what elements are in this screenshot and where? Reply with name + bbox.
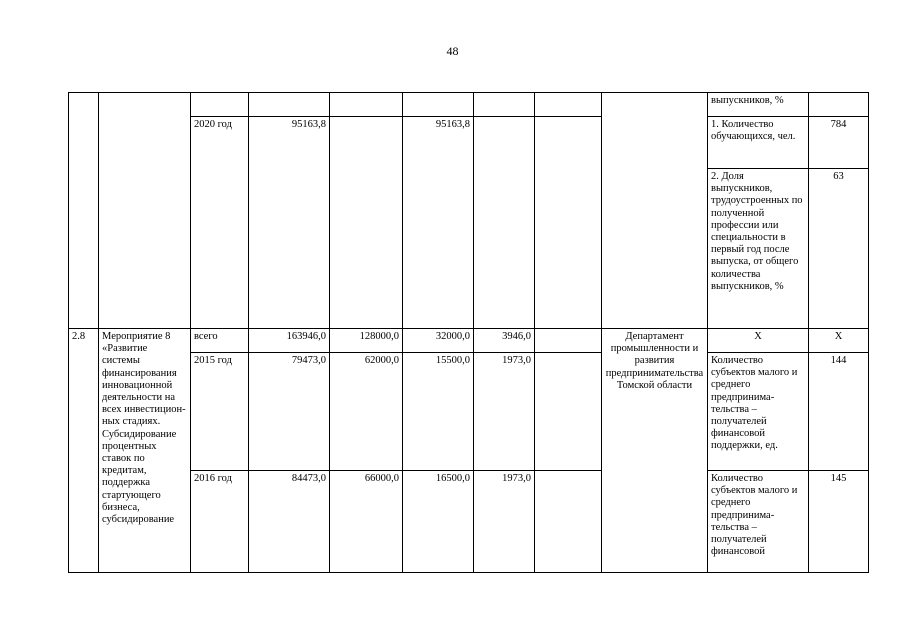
cell-value: 63 bbox=[809, 169, 869, 329]
cell-indicator: 2. Доля выпускников, трудоустроенных по полученной профессии или специальности в первый год после выпуска, от общего количества выпускников, % bbox=[708, 169, 809, 329]
cell-indicator: выпускников, % bbox=[708, 93, 809, 117]
cell-year bbox=[191, 93, 249, 117]
cell-value: Х bbox=[809, 329, 869, 353]
cell-activity: Мероприятие 8 «Развитие системы финансирования инновационной деятельности на всех инвестицион-ных стадиях. Субсидирование процентных ставок по кредитам, поддержка стартующего бизнеса, субсидирование bbox=[99, 329, 191, 573]
cell-executor bbox=[602, 93, 708, 329]
cell-year: 2016 год bbox=[191, 471, 249, 573]
cell-federal bbox=[330, 93, 403, 117]
cell-total: 163946,0 bbox=[249, 329, 330, 353]
cell-total: 95163,8 bbox=[249, 117, 330, 329]
cell-other bbox=[535, 353, 602, 471]
cell-total: 79473,0 bbox=[249, 353, 330, 471]
cell-indicator: 1. Количество обучающихся, чел. bbox=[708, 117, 809, 169]
cell-local: 1973,0 bbox=[474, 353, 535, 471]
cell-local: 1973,0 bbox=[474, 471, 535, 573]
cell-regional: 15500,0 bbox=[403, 353, 474, 471]
cell-other bbox=[535, 117, 602, 329]
cell-other bbox=[535, 93, 602, 117]
cell-other bbox=[535, 471, 602, 573]
cell-executor: Департамент промышленности и развития предпринимательства Томской области bbox=[602, 329, 708, 573]
cell-value: 144 bbox=[809, 353, 869, 471]
cell-num bbox=[69, 93, 99, 329]
page-number: 48 bbox=[446, 44, 459, 58]
cell-regional bbox=[403, 93, 474, 117]
cell-regional: 95163,8 bbox=[403, 117, 474, 329]
cell-num: 2.8 bbox=[69, 329, 99, 573]
cell-other bbox=[535, 329, 602, 353]
cell-total bbox=[249, 93, 330, 117]
table-row bbox=[69, 93, 869, 117]
cell-local: 3946,0 bbox=[474, 329, 535, 353]
table-row bbox=[69, 329, 869, 353]
cell-year: 2020 год bbox=[191, 117, 249, 329]
cell-value bbox=[809, 93, 869, 117]
program-table bbox=[68, 92, 869, 573]
cell-total: 84473,0 bbox=[249, 471, 330, 573]
cell-federal: 128000,0 bbox=[330, 329, 403, 353]
cell-federal: 62000,0 bbox=[330, 353, 403, 471]
cell-federal: 66000,0 bbox=[330, 471, 403, 573]
cell-indicator: Количество субъектов малого и среднего предпринима-тельства – получателей финансовой bbox=[708, 471, 809, 573]
cell-local bbox=[474, 117, 535, 329]
cell-regional: 16500,0 bbox=[403, 471, 474, 573]
cell-value: 784 bbox=[809, 117, 869, 169]
cell-activity bbox=[99, 93, 191, 329]
cell-year: 2015 год bbox=[191, 353, 249, 471]
cell-federal bbox=[330, 117, 403, 329]
cell-local bbox=[474, 93, 535, 117]
cell-value: 145 bbox=[809, 471, 869, 573]
cell-year: всего bbox=[191, 329, 249, 353]
cell-regional: 32000,0 bbox=[403, 329, 474, 353]
cell-indicator: Х bbox=[708, 329, 809, 353]
cell-indicator: Количество субъектов малого и среднего предпринима-тельства – получателей финансовой поддержки, ед. bbox=[708, 353, 809, 471]
